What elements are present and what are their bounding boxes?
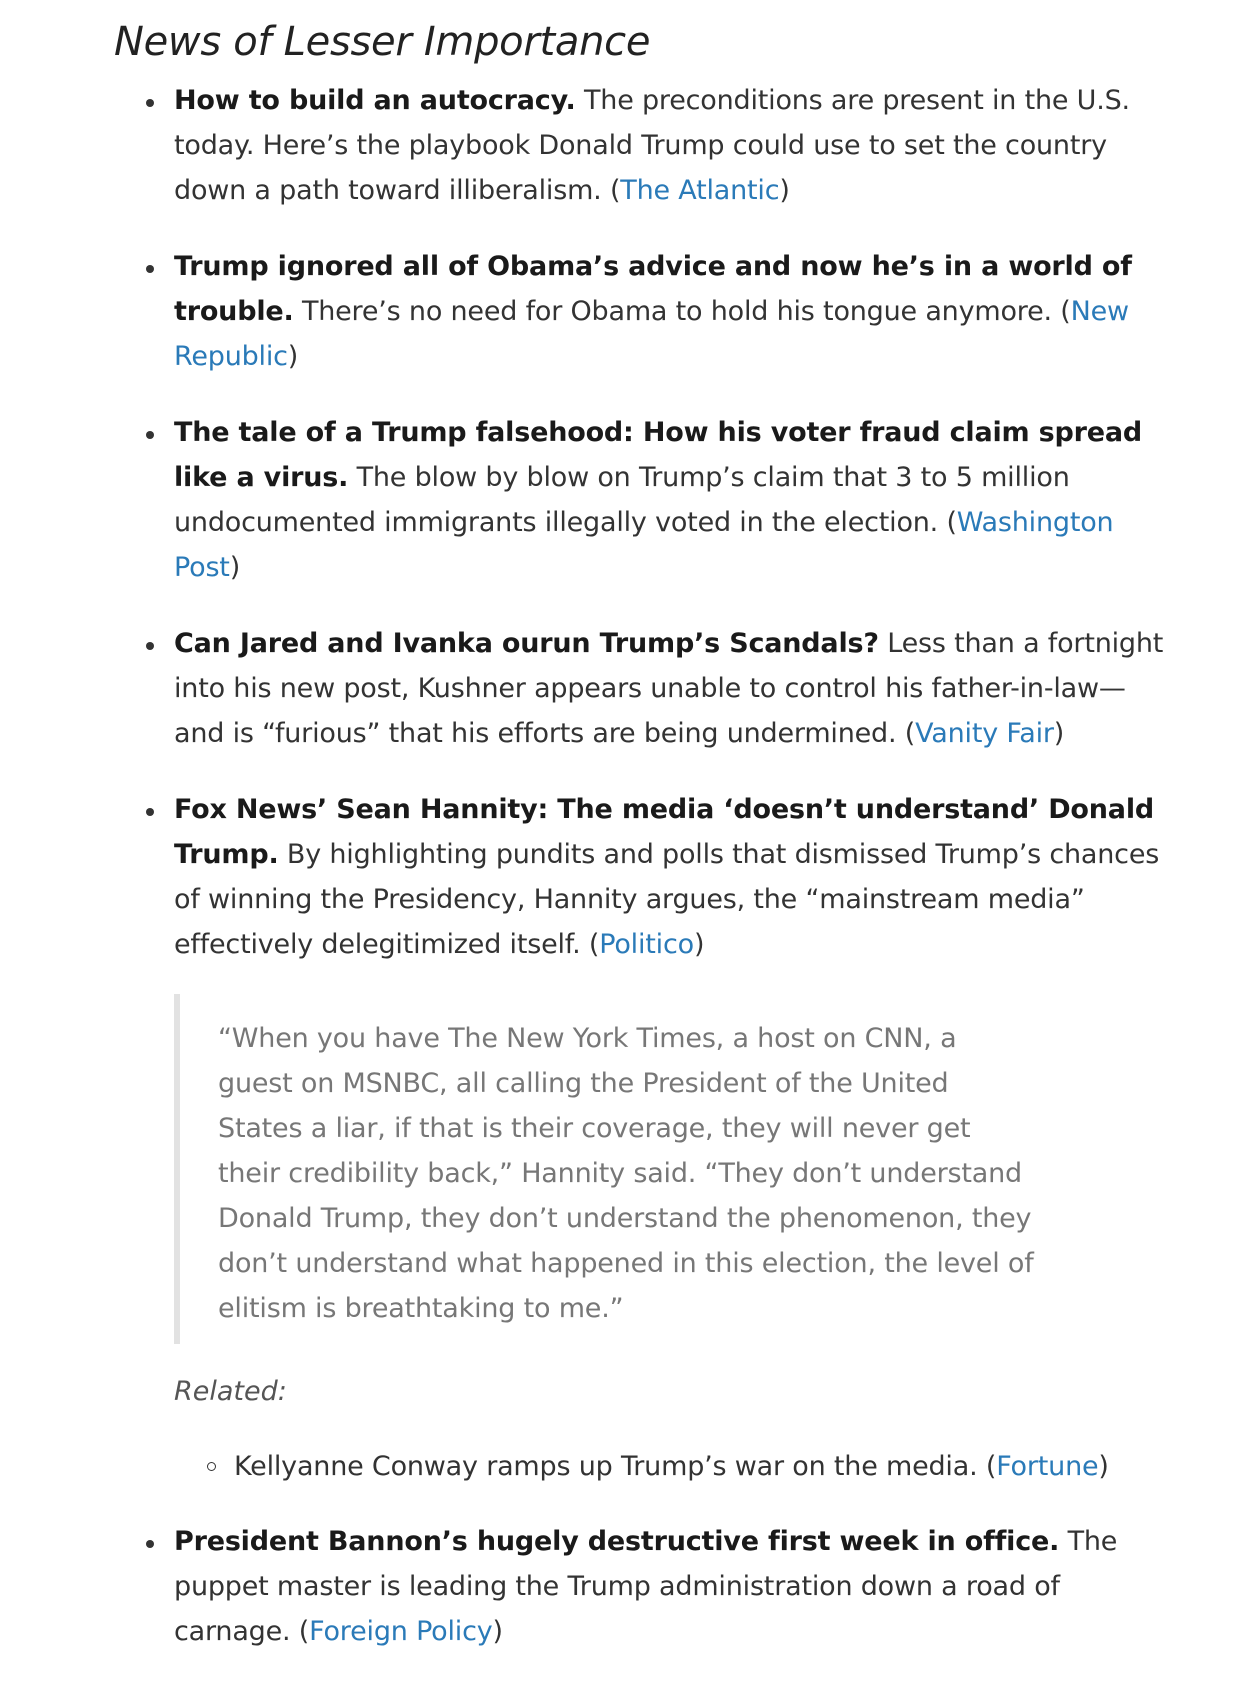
news-item <box>174 1519 1174 1654</box>
news-item-text: Can Jared and Ivanka ourun Trump’s Scandals? Less than a fortnight into his new post, Kushner appears unable to control his father-in-law—and is “furious” that his efforts are being undermined. (Vanity Fair) <box>174 628 1164 749</box>
news-item-summary: The puppet master is leading the Trump administration down a road of carnage. ( <box>174 1526 1118 1647</box>
bullet-icon <box>146 808 154 816</box>
news-item-title: The tale of a Trump falsehood: How his voter fraud claim spread like a virus. <box>174 417 1143 493</box>
news-item-title: Can Jared and Ivanka ourun Trump’s Scandals? <box>174 628 879 659</box>
news-item <box>174 621 1174 756</box>
blockquote <box>174 994 1074 1344</box>
news-item-text: President Bannon’s hugely destructive first week in office. The puppet master is leading the Trump administration down a road of carnage. (Foreign Policy) <box>174 1526 1118 1647</box>
quote-text: “When you have The New York Times, a host on CNN, a guest on MSNBC, all calling the President of the United States a liar, if that is their coverage, they will never get their credibility back,” Hannity said. “They don’t understand Donald Trump, they don’t understand the phenomenon, they don’t understand what happened in this election, the level of elitism is breathtaking to me.” <box>218 1023 1034 1324</box>
bullet-icon <box>146 99 154 107</box>
news-item-summary: By highlighting pundits and polls that dismissed Trump’s chances of winning the Presidency, Hannity argues, the “mainstream media” effectively delegitimized itself. ( <box>174 839 1160 960</box>
related-item-text: Kellyanne Conway ramps up Trump’s war on the media. (Fortune) <box>234 1451 1109 1482</box>
source-link[interactable]: Vanity Fair <box>915 718 1054 749</box>
news-item-title: President Bannon’s hugely destructive first week in office. <box>174 1526 1060 1557</box>
news-item-title: How to build an autocracy. <box>174 85 576 116</box>
section-heading: News of Lesser Importance <box>114 19 651 65</box>
source-link[interactable]: New Republic <box>174 296 1129 372</box>
news-item-title: Trump ignored all of Obama’s advice and now he’s in a world of trouble. <box>174 251 1132 327</box>
news-item <box>174 410 1174 590</box>
bullet-icon <box>146 642 154 650</box>
bullet-icon <box>146 1540 154 1548</box>
source-link[interactable]: Foreign Policy <box>309 1616 493 1647</box>
related-label: Related: <box>174 1376 287 1407</box>
news-item-text: Trump ignored all of Obama’s advice and now he’s in a world of trouble. There’s no need for Obama to hold his tongue anymore. (New Republic) <box>174 251 1132 372</box>
circle-bullet-icon <box>207 1462 216 1471</box>
news-item-title: Fox News’ Sean Hannity: The media ‘doesn’t understand’ Donald Trump. <box>174 794 1154 870</box>
news-item <box>174 787 1174 967</box>
related-item <box>234 1444 1174 1489</box>
source-link[interactable]: Washington Post <box>174 507 1114 583</box>
news-item-summary: The preconditions are present in the U.S. today. Here’s the playbook Donald Trump could use to set the country down a path toward illiberalism. ( <box>174 85 1130 206</box>
news-item-text: The tale of a Trump falsehood: How his voter fraud claim spread like a virus. The blow by blow on Trump’s claim that 3 to 5 million undocumented immigrants illegally voted in the election. (Washington Post) <box>174 417 1143 583</box>
source-link[interactable]: Politico <box>599 929 694 960</box>
news-item-summary: The blow by blow on Trump’s claim that 3 to 5 million undocumented immigrants illegally voted in the election. ( <box>174 462 1070 538</box>
news-item-text: Fox News’ Sean Hannity: The media ‘doesn’t understand’ Donald Trump. By highlighting pundits and polls that dismissed Trump’s chances of winning the Presidency, Hannity argues, the “mainstream media” effectively delegitimized itself. (Politico) <box>174 794 1160 960</box>
news-item-summary: Less than a fortnight into his new post, Kushner appears unable to control his father-in-law—and is “furious” that his efforts are being undermined. ( <box>174 628 1164 749</box>
source-link[interactable]: The Atlantic <box>620 175 780 206</box>
bullet-icon <box>146 431 154 439</box>
news-item <box>174 78 1174 213</box>
source-link[interactable]: Fortune <box>996 1451 1099 1482</box>
news-item-summary: There’s no need for Obama to hold his tongue anymore. ( <box>301 296 1071 327</box>
news-item <box>174 244 1174 379</box>
news-item-text: How to build an autocracy. The preconditions are present in the U.S. today. Here’s the playbook Donald Trump could use to set the country down a path toward illiberalism. (The Atlantic) <box>174 85 1130 206</box>
bullet-icon <box>146 265 154 273</box>
